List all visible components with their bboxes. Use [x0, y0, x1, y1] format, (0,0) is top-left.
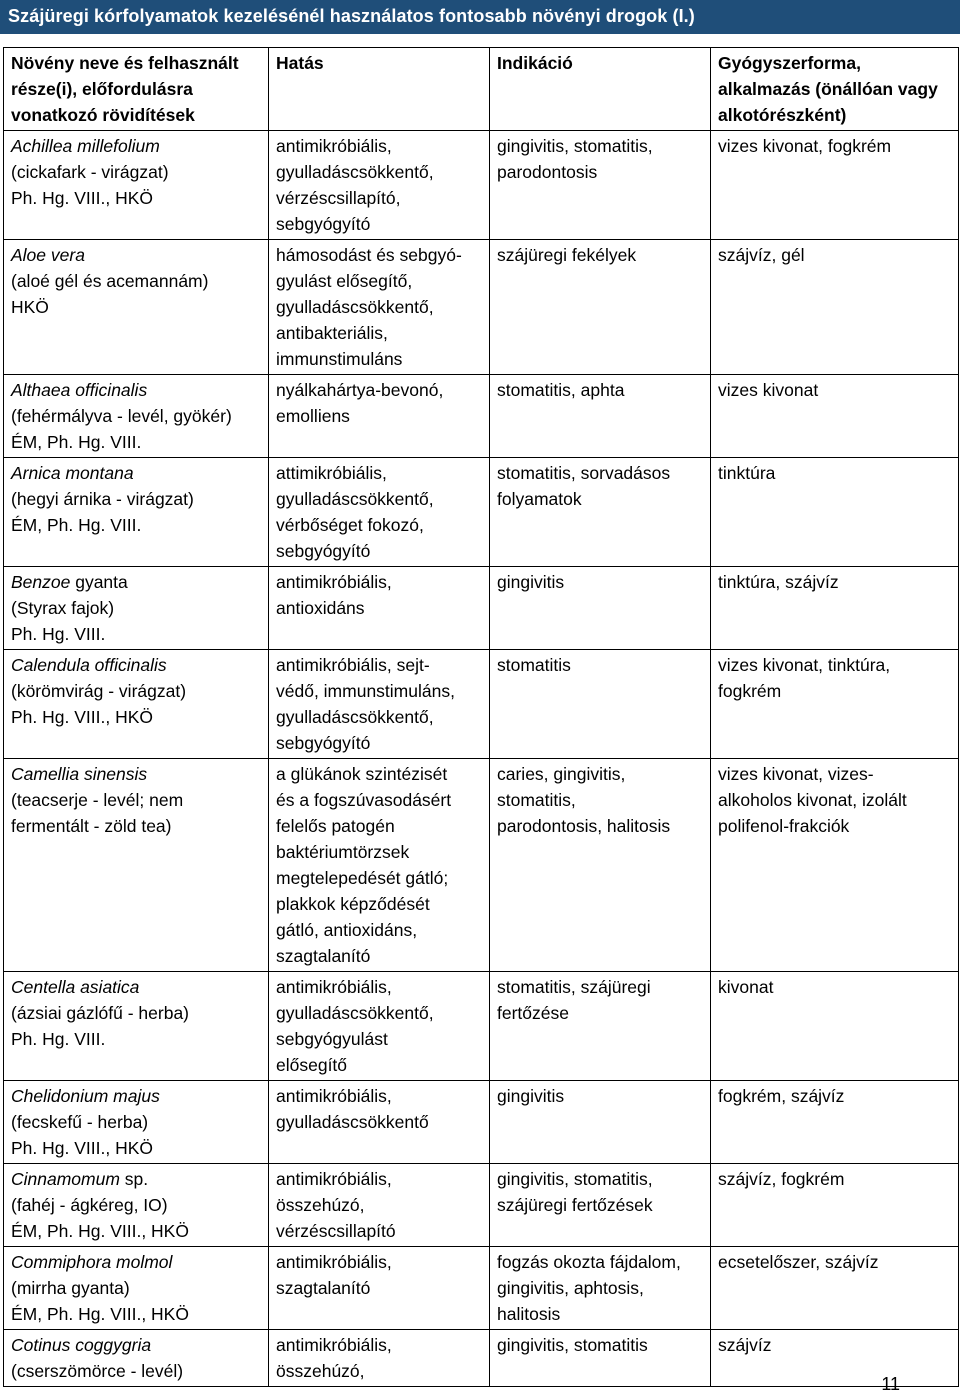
form-line: szájvíz, gél: [718, 245, 805, 265]
form-cell: [711, 759, 959, 972]
effect-line: szagtalanító: [276, 1278, 371, 1298]
form-cell: [711, 131, 959, 240]
effect-line: antimikróbiális,: [276, 1252, 392, 1272]
plant-detail-line: (fehérmályva - levél, gyökér): [11, 406, 232, 426]
indication-line: halitosis: [497, 1304, 561, 1324]
indication-line: gingivitis: [497, 1086, 565, 1106]
form-cell: [711, 458, 959, 567]
form-cell: [711, 567, 959, 650]
form-cell: [711, 1081, 959, 1164]
form-cell: [711, 240, 959, 375]
effect-line: összehúzó,: [276, 1195, 365, 1215]
indication-line: stomatitis, szájüregi: [497, 977, 651, 997]
indication-line: fertőzése: [497, 1003, 569, 1023]
indication-cell: [490, 131, 711, 240]
effect-line: gyulladáscsökkentő,: [276, 707, 434, 727]
table-row: [4, 567, 959, 650]
plant-name-line: [11, 1249, 262, 1275]
plant-name-line: [11, 460, 262, 486]
table-row: [4, 972, 959, 1081]
latin-suffix: sp.: [119, 1169, 149, 1189]
indication-line: folyamatok: [497, 489, 582, 509]
table-row: [4, 759, 959, 972]
plant-cell: [4, 131, 269, 240]
plant-name-line: [11, 974, 262, 1000]
latin-name: Cinnamomum: [11, 1169, 120, 1189]
table-row: [4, 650, 959, 759]
latin-name: Achillea millefolium: [11, 136, 160, 156]
form-line: vizes kivonat, tinktúra,: [718, 655, 891, 675]
effect-cell: [269, 1330, 490, 1387]
effect-line: vérzéscsillapító,: [276, 188, 401, 208]
effect-line: felelős patogén: [276, 816, 395, 836]
effect-line: antimikróbiális, sejt-: [276, 655, 430, 675]
plant-name-line: [11, 652, 262, 678]
plant-cell: [4, 458, 269, 567]
form-cell: [711, 650, 959, 759]
plant-cell: [4, 650, 269, 759]
effect-line: a glükánok szintézisét: [276, 764, 448, 784]
indication-cell: [490, 458, 711, 567]
latin-name: Camellia sinensis: [11, 764, 148, 784]
indication-cell: [490, 1081, 711, 1164]
effect-line: antimikróbiális,: [276, 977, 392, 997]
form-line: tinktúra, szájvíz: [718, 572, 839, 592]
page-title: Szájüregi kórfolyamatok kezelésénél használatos fontosabb növényi drogok (I.): [8, 6, 695, 26]
table-row: [4, 1247, 959, 1330]
effect-cell: [269, 375, 490, 458]
table-header-row: [4, 48, 959, 131]
form-line: vizes kivonat: [718, 380, 819, 400]
effect-line: vérzéscsillapító: [276, 1221, 396, 1241]
plant-detail-line: ÉM, Ph. Hg. VIII.: [11, 515, 142, 535]
effect-line: antioxidáns: [276, 598, 365, 618]
indication-line: fogzás okozta fájdalom,: [497, 1252, 681, 1272]
effect-line: összehúzó,: [276, 1361, 365, 1381]
indication-cell: [490, 1164, 711, 1247]
effect-line: elősegítő: [276, 1055, 348, 1075]
indication-cell: [490, 972, 711, 1081]
title-bar: [0, 0, 960, 34]
indication-line: szájüregi fekélyek: [497, 245, 637, 265]
indication-line: stomatitis,: [497, 790, 576, 810]
plant-cell: [4, 1330, 269, 1387]
effect-line: gátló, antioxidáns,: [276, 920, 418, 940]
plant-detail-line: ÉM, Ph. Hg. VIII.: [11, 432, 142, 452]
effect-line: gyulladáscsökkentő,: [276, 162, 434, 182]
table-row: [4, 1164, 959, 1247]
header-indication: Indikáció: [490, 48, 711, 131]
effect-line: megtelepedését gátló;: [276, 868, 449, 888]
plant-detail-line: ÉM, Ph. Hg. VIII., HKÖ: [11, 1304, 189, 1324]
plant-detail-line: (Styrax fajok): [11, 598, 115, 618]
effect-line: antibakteriális,: [276, 323, 388, 343]
indication-line: gingivitis, stomatitis,: [497, 136, 653, 156]
effect-line: antimikróbiális,: [276, 1335, 392, 1355]
effect-line: sebgyógyító: [276, 733, 371, 753]
effect-line: immunstimuláns: [276, 349, 403, 369]
effect-line: nyálkahártya-bevonó,: [276, 380, 444, 400]
effect-line: sebgyógyulást: [276, 1029, 388, 1049]
plant-cell: [4, 759, 269, 972]
header-form: [711, 48, 959, 131]
indication-cell: [490, 759, 711, 972]
effect-line: védő, immunstimuláns,: [276, 681, 455, 701]
plant-detail-line: HKÖ: [11, 297, 49, 317]
form-line: ecsetelőszer, szájvíz: [718, 1252, 879, 1272]
indication-line: gingivitis, stomatitis: [497, 1335, 648, 1355]
effect-line: vérbőséget fokozó,: [276, 515, 424, 535]
latin-name: Cotinus coggygria: [11, 1335, 152, 1355]
form-line: polifenol-frakciók: [718, 816, 850, 836]
indication-line: gingivitis, aphtosis,: [497, 1278, 644, 1298]
effect-line: emolliens: [276, 406, 350, 426]
plant-detail-line: (fahéj - ágkéreg, IO): [11, 1195, 168, 1215]
plant-detail-line: (körömvirág - virágzat): [11, 681, 187, 701]
effect-line: baktériumtörzsek: [276, 842, 410, 862]
latin-name: Centella asiatica: [11, 977, 140, 997]
form-line: tinktúra: [718, 463, 776, 483]
plant-detail-line: Ph. Hg. VIII.: [11, 624, 106, 644]
table-row: [4, 1081, 959, 1164]
effect-cell: [269, 240, 490, 375]
header-form-line: Gyógyszerforma,: [718, 53, 861, 73]
effect-line: szagtalanító: [276, 946, 371, 966]
effect-line: attimikróbiális,: [276, 463, 387, 483]
effect-line: antimikróbiális,: [276, 136, 392, 156]
indication-line: stomatitis, sorvadásos: [497, 463, 671, 483]
latin-name: Benzoe: [11, 572, 71, 592]
effect-line: antimikróbiális,: [276, 1169, 392, 1189]
indication-cell: [490, 375, 711, 458]
plant-detail-line: (aloé gél és acemannám): [11, 271, 209, 291]
latin-suffix: gyanta: [70, 572, 128, 592]
effect-cell: [269, 972, 490, 1081]
effect-line: sebgyógyító: [276, 214, 371, 234]
drug-table: [3, 47, 959, 1387]
form-cell: [711, 1247, 959, 1330]
effect-cell: [269, 650, 490, 759]
page-number: 11: [881, 1374, 900, 1394]
header-plant: [4, 48, 269, 131]
indication-line: gingivitis: [497, 572, 565, 592]
effect-line: gyulladáscsökkentő: [276, 1112, 429, 1132]
indication-line: parodontosis, halitosis: [497, 816, 671, 836]
latin-name: Aloe vera: [11, 245, 85, 265]
plant-detail-line: Ph. Hg. VIII., HKÖ: [11, 707, 153, 727]
effect-line: antimikróbiális,: [276, 572, 392, 592]
indication-cell: [490, 650, 711, 759]
form-line: szájvíz, fogkrém: [718, 1169, 845, 1189]
indication-line: parodontosis: [497, 162, 598, 182]
effect-line: gyulladáscsökkentő,: [276, 297, 434, 317]
header-plant-line: része(i), előfordulásra: [11, 79, 193, 99]
header-effect: Hatás: [269, 48, 490, 131]
effect-cell: [269, 1247, 490, 1330]
form-line: fogkrém, szájvíz: [718, 1086, 845, 1106]
form-cell: [711, 1330, 959, 1387]
indication-cell: [490, 1330, 711, 1387]
plant-detail-line: (mirrha gyanta): [11, 1278, 130, 1298]
header-plant-line: Növény neve és felhasznált: [11, 53, 239, 73]
latin-name: Chelidonium majus: [11, 1086, 160, 1106]
latin-name: Calendula officinalis: [11, 655, 167, 675]
effect-line: plakkok képződését: [276, 894, 430, 914]
table-row: [4, 1330, 959, 1387]
form-line: fogkrém: [718, 681, 782, 701]
table-row: [4, 375, 959, 458]
plant-name-line: [11, 377, 262, 403]
form-line: vizes kivonat, fogkrém: [718, 136, 892, 156]
plant-cell: [4, 1081, 269, 1164]
form-cell: [711, 375, 959, 458]
plant-detail-line: Ph. Hg. VIII., HKÖ: [11, 1138, 153, 1158]
plant-name-line: [11, 1166, 262, 1192]
effect-cell: [269, 1081, 490, 1164]
plant-name-line: [11, 1083, 262, 1109]
header-form-line: alkotórészként): [718, 105, 847, 125]
plant-detail-line: (cickafark - virágzat): [11, 162, 169, 182]
plant-detail-line: (hegyi árnika - virágzat): [11, 489, 194, 509]
table-body: [4, 131, 959, 1387]
plant-detail-line: (ázsiai gázlófű - herba): [11, 1003, 189, 1023]
effect-line: sebgyógyító: [276, 541, 371, 561]
latin-name: Althaea officinalis: [11, 380, 148, 400]
plant-detail-line: (fecskefű - herba): [11, 1112, 149, 1132]
indication-cell: [490, 1247, 711, 1330]
table-row: [4, 131, 959, 240]
indication-line: caries, gingivitis,: [497, 764, 626, 784]
effect-line: antimikróbiális,: [276, 1086, 392, 1106]
effect-cell: [269, 1164, 490, 1247]
indication-line: szájüregi fertőzések: [497, 1195, 653, 1215]
table-row: [4, 240, 959, 375]
form-cell: [711, 1164, 959, 1247]
header-plant-line: vonatkozó rövidítések: [11, 105, 195, 125]
plant-cell: [4, 1247, 269, 1330]
effect-cell: [269, 458, 490, 567]
plant-cell: [4, 375, 269, 458]
plant-cell: [4, 567, 269, 650]
table-row: [4, 458, 959, 567]
effect-cell: [269, 759, 490, 972]
form-line: kivonat: [718, 977, 774, 997]
plant-name-line: [11, 569, 262, 595]
plant-name-line: [11, 133, 262, 159]
effect-line: gyulladáscsökkentő,: [276, 1003, 434, 1023]
plant-name-line: [11, 761, 262, 787]
effect-line: és a fogszúvasodásért: [276, 790, 452, 810]
latin-name: Commiphora molmol: [11, 1252, 173, 1272]
plant-detail-line: ÉM, Ph. Hg. VIII., HKÖ: [11, 1221, 189, 1241]
form-line: alkoholos kivonat, izolált: [718, 790, 907, 810]
indication-line: stomatitis: [497, 655, 571, 675]
plant-detail-line: Ph. Hg. VIII., HKÖ: [11, 188, 153, 208]
effect-cell: [269, 131, 490, 240]
plant-detail-line: (teacserje - levél; nem: [11, 790, 184, 810]
plant-name-line: [11, 1332, 262, 1358]
indication-line: gingivitis, stomatitis,: [497, 1169, 653, 1189]
effect-line: hámosodást és sebgyó-: [276, 245, 462, 265]
indication-cell: [490, 567, 711, 650]
indication-line: stomatitis, aphta: [497, 380, 625, 400]
latin-name: Arnica montana: [11, 463, 134, 483]
form-cell: [711, 972, 959, 1081]
effect-cell: [269, 567, 490, 650]
plant-detail-line: (cserszömörce - levél): [11, 1361, 184, 1381]
plant-cell: [4, 240, 269, 375]
effect-line: gyulást elősegítő,: [276, 271, 413, 291]
plant-name-line: [11, 242, 262, 268]
plant-detail-line: Ph. Hg. VIII.: [11, 1029, 106, 1049]
plant-cell: [4, 972, 269, 1081]
plant-detail-line: fermentált - zöld tea): [11, 816, 172, 836]
form-line: szájvíz: [718, 1335, 772, 1355]
form-line: vizes kivonat, vizes-: [718, 764, 874, 784]
plant-cell: [4, 1164, 269, 1247]
effect-line: gyulladáscsökkentő,: [276, 489, 434, 509]
indication-cell: [490, 240, 711, 375]
header-form-line: alkalmazás (önállóan vagy: [718, 79, 938, 99]
